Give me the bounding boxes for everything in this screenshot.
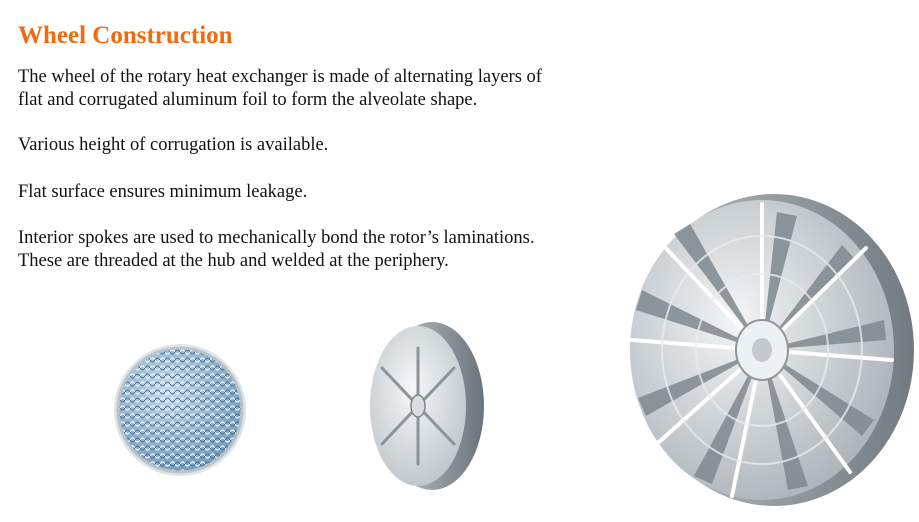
corrugated-foil-closeup-image	[110, 340, 250, 480]
page-title: Wheel Construction	[18, 22, 233, 49]
paragraph-line: Flat surface ensures minimum leakage.	[18, 182, 308, 202]
paragraph-line: These are threaded at the hub and welded at the periphery.	[18, 251, 449, 271]
paragraph-line: Interior spokes are used to mechanically bond the rotor’s laminations.	[18, 228, 535, 248]
large-rotor-wheel-spokes-image	[612, 190, 917, 510]
paragraph-flat-surface	[18, 181, 307, 204]
small-rotor-wheel-image	[362, 318, 487, 493]
paragraph-line: Various height of corrugation is available.	[18, 135, 329, 155]
paragraph-corrugation-height	[18, 134, 328, 157]
paragraph-interior-spokes	[18, 227, 535, 273]
paragraph-line: The wheel of the rotary heat exchanger is made of alternating layers of	[18, 67, 542, 87]
paragraph-foil-layers	[18, 66, 542, 112]
paragraph-line: flat and corrugated aluminum foil to form the alveolate shape.	[18, 90, 478, 110]
